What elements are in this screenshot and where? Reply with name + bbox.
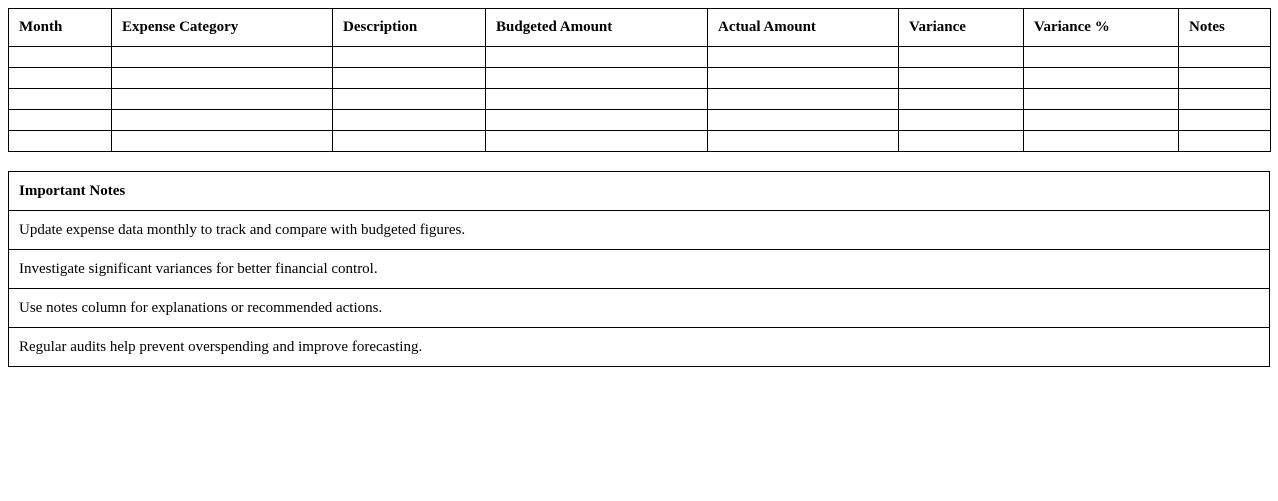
expense-table bbox=[8, 8, 1271, 152]
table-cell[interactable] bbox=[9, 68, 112, 89]
note-text: Regular audits help prevent overspending and improve forecasting. bbox=[9, 328, 1270, 367]
table-cell[interactable] bbox=[1024, 68, 1179, 89]
table-cell[interactable] bbox=[1179, 131, 1271, 152]
table-cell[interactable] bbox=[899, 110, 1024, 131]
table-cell[interactable] bbox=[708, 68, 899, 89]
column-header-actual-amount: Actual Amount bbox=[708, 9, 899, 47]
note-text: Update expense data monthly to track and compare with budgeted figures. bbox=[9, 211, 1270, 250]
table-cell[interactable] bbox=[9, 47, 112, 68]
table-cell[interactable] bbox=[1024, 110, 1179, 131]
table-cell[interactable] bbox=[1024, 131, 1179, 152]
table-cell[interactable] bbox=[1179, 89, 1271, 110]
table-cell[interactable] bbox=[486, 131, 708, 152]
table-row bbox=[9, 131, 1271, 152]
table-cell[interactable] bbox=[1179, 47, 1271, 68]
table-cell[interactable] bbox=[9, 89, 112, 110]
column-header-variance-percent: Variance % bbox=[1024, 9, 1179, 47]
table-row bbox=[9, 89, 1271, 110]
table-cell[interactable] bbox=[899, 89, 1024, 110]
table-cell[interactable] bbox=[486, 89, 708, 110]
list-item bbox=[9, 250, 1270, 289]
table-cell[interactable] bbox=[112, 110, 333, 131]
list-item bbox=[9, 211, 1270, 250]
table-cell[interactable] bbox=[9, 110, 112, 131]
table-cell[interactable] bbox=[1024, 47, 1179, 68]
table-cell[interactable] bbox=[9, 131, 112, 152]
notes-header-row bbox=[9, 172, 1270, 211]
table-cell[interactable] bbox=[1179, 68, 1271, 89]
table-row bbox=[9, 68, 1271, 89]
table-row bbox=[9, 47, 1271, 68]
table-cell[interactable] bbox=[1024, 89, 1179, 110]
important-notes-heading: Important Notes bbox=[9, 172, 1270, 211]
table-cell[interactable] bbox=[333, 89, 486, 110]
table-cell[interactable] bbox=[112, 89, 333, 110]
important-notes-table bbox=[8, 171, 1270, 367]
table-cell[interactable] bbox=[708, 47, 899, 68]
table-cell[interactable] bbox=[899, 131, 1024, 152]
column-header-month: Month bbox=[9, 9, 112, 47]
table-cell[interactable] bbox=[486, 110, 708, 131]
column-header-expense-category: Expense Category bbox=[112, 9, 333, 47]
note-text: Use notes column for explanations or recommended actions. bbox=[9, 289, 1270, 328]
table-cell[interactable] bbox=[708, 89, 899, 110]
table-cell[interactable] bbox=[333, 68, 486, 89]
table-cell[interactable] bbox=[1179, 110, 1271, 131]
expense-table-header-row bbox=[9, 9, 1271, 47]
table-cell[interactable] bbox=[112, 47, 333, 68]
table-cell[interactable] bbox=[899, 47, 1024, 68]
list-item bbox=[9, 289, 1270, 328]
table-cell[interactable] bbox=[333, 110, 486, 131]
table-cell[interactable] bbox=[112, 131, 333, 152]
column-header-variance: Variance bbox=[899, 9, 1024, 47]
table-cell[interactable] bbox=[486, 47, 708, 68]
column-header-description: Description bbox=[333, 9, 486, 47]
table-cell[interactable] bbox=[899, 68, 1024, 89]
table-cell[interactable] bbox=[333, 131, 486, 152]
table-cell[interactable] bbox=[112, 68, 333, 89]
list-item bbox=[9, 328, 1270, 367]
table-row bbox=[9, 110, 1271, 131]
table-cell[interactable] bbox=[708, 131, 899, 152]
note-text: Investigate significant variances for better financial control. bbox=[9, 250, 1270, 289]
column-header-budgeted-amount: Budgeted Amount bbox=[486, 9, 708, 47]
column-header-notes: Notes bbox=[1179, 9, 1271, 47]
table-cell[interactable] bbox=[708, 110, 899, 131]
table-cell[interactable] bbox=[486, 68, 708, 89]
table-cell[interactable] bbox=[333, 47, 486, 68]
